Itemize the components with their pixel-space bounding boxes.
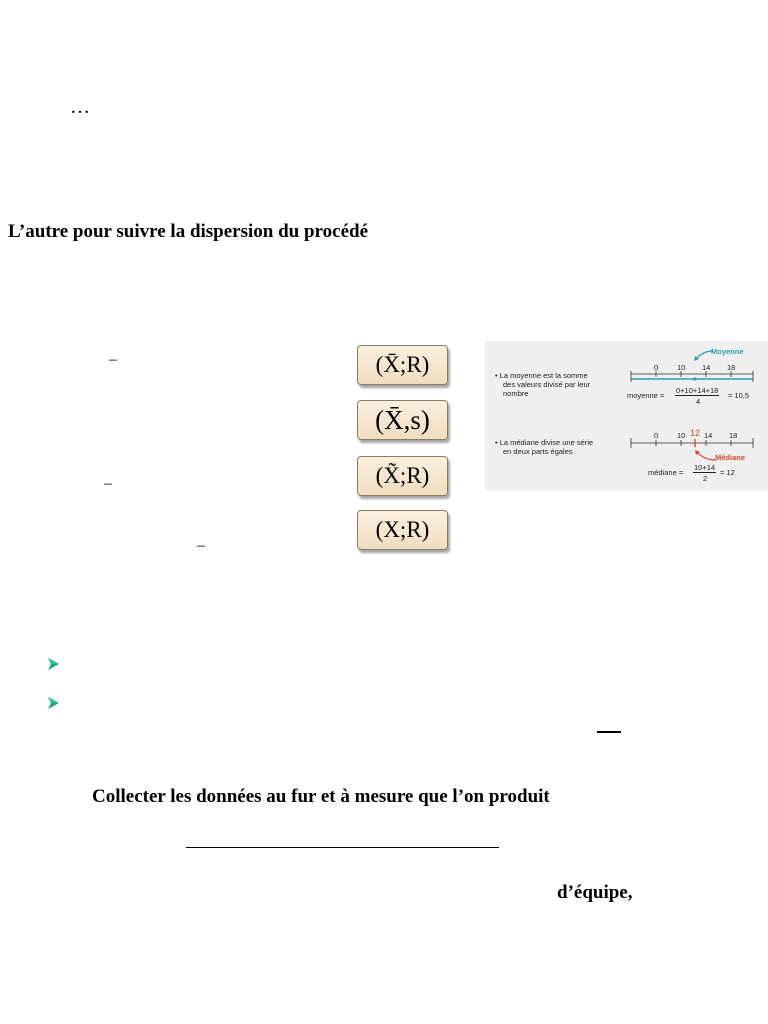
mean-pointer-label: Moyenne [711, 347, 744, 356]
formula-box-xtilde-r [357, 456, 448, 496]
formula-text: (X̃;R) [375, 463, 430, 488]
mean-tick-14: 14 [702, 363, 711, 372]
collect-heading: Collecter les données au fur et à mesure que l’on produit [92, 786, 550, 807]
mean-tick-18: 18 [727, 363, 736, 372]
mean-description-line-1: • La moyenne est la somme [495, 371, 588, 380]
median-formula-result: = 12 [720, 468, 735, 477]
team-text: d’équipe, [557, 882, 633, 903]
stats-illustration-card [485, 341, 768, 490]
dash-mark-3: – [197, 537, 205, 554]
median-tick-18: 18 [729, 431, 738, 440]
formula-box-x-r [357, 510, 448, 550]
median-description-line-1: • La médiane divise une série [495, 438, 594, 447]
ellipsis-text: … [70, 96, 90, 118]
median-formula-numerator: 10+14 [694, 463, 716, 472]
formula-text: (X;R) [375, 517, 430, 542]
formula-text: (X̄,s) [375, 404, 430, 435]
dash-mark-2: – [104, 475, 112, 492]
median-formula-prefix: médiane = [648, 468, 684, 477]
median-tick-10: 10 [677, 431, 686, 440]
mean-description-line-2: des valeurs divisé par leur [503, 380, 591, 389]
mean-tick-0: 0 [654, 363, 659, 372]
dispersion-heading: L’autre pour suivre la dispersion du procédé [8, 221, 369, 242]
median-tick-12: 12 [690, 428, 701, 438]
mean-description-line-3: nombre [503, 389, 529, 398]
formula-box-xbar-r [357, 345, 448, 385]
median-tick-14: 14 [704, 431, 713, 440]
dash-mark-1: – [109, 351, 117, 368]
median-description-line-2: en deux parts égales [503, 447, 573, 456]
formula-text: (X̄;R) [375, 352, 430, 377]
mean-tick-10: 10 [677, 363, 686, 372]
median-formula-denominator: 2 [703, 474, 708, 483]
median-tick-0: 0 [654, 431, 659, 440]
mean-formula-prefix: moyenne = [627, 391, 665, 400]
arrow-bullet-icon [48, 697, 59, 709]
mean-number-line [629, 370, 755, 384]
long-dash-mark [597, 731, 621, 733]
formula-box-xbar-s [357, 400, 448, 440]
mean-formula-result: = 10,5 [728, 391, 750, 400]
underline-rule [186, 847, 499, 848]
arrow-bullet-icon [48, 658, 59, 670]
mean-formula-denominator: 4 [696, 397, 701, 406]
mean-formula-numerator: 0+10+14+18 [676, 386, 719, 395]
mean-pointer-arrow-icon [691, 349, 715, 363]
median-pointer-label: Médiane [715, 453, 746, 462]
